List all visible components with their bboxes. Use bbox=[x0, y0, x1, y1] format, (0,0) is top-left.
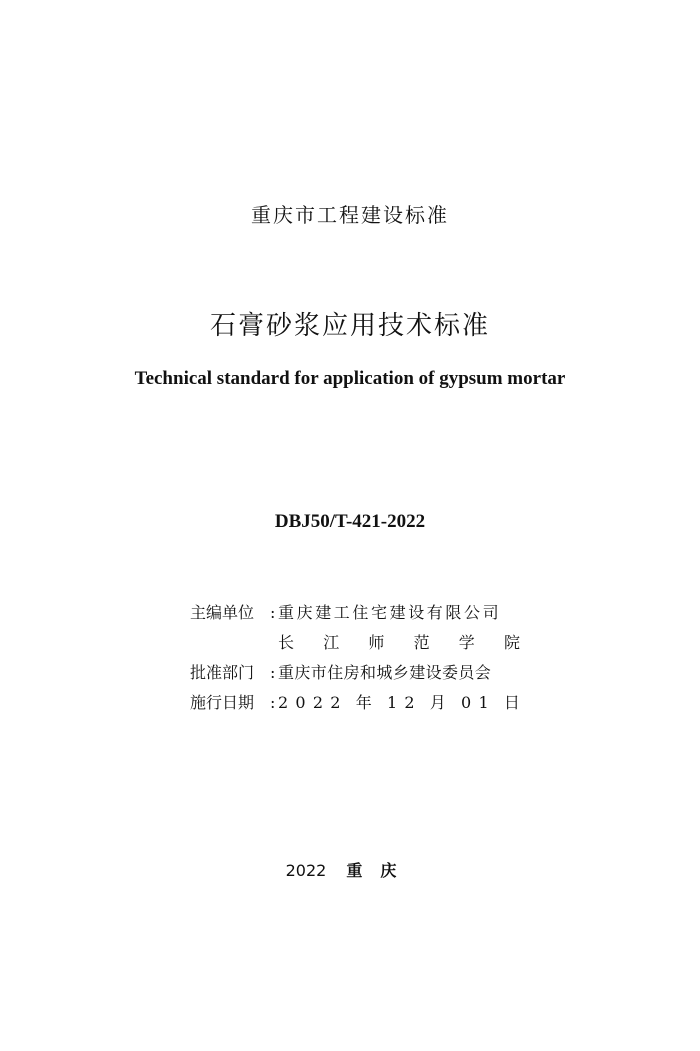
publication-year: 2022 bbox=[285, 861, 327, 880]
publication-footer bbox=[0, 858, 700, 881]
co-editor-row bbox=[190, 628, 520, 658]
date-digit: 1 bbox=[478, 693, 489, 712]
co-editor-value bbox=[278, 628, 520, 658]
date-digit: 1 bbox=[386, 693, 398, 712]
standard-code: DBJ50/T-421-2022 bbox=[274, 511, 426, 532]
approver-row bbox=[190, 658, 520, 688]
date-digit: 2 bbox=[330, 693, 341, 712]
publication-city: 重庆 bbox=[346, 861, 415, 880]
co-editor-char: 院 bbox=[503, 633, 520, 652]
date-digit: 0 bbox=[461, 693, 472, 712]
co-editor-char: 长 bbox=[278, 633, 295, 652]
chief-editor-value: 重庆建工住宅建设有限公司 bbox=[278, 603, 502, 622]
co-editor-char: 江 bbox=[323, 633, 340, 652]
colon: : bbox=[270, 663, 276, 682]
effective-date-value bbox=[278, 688, 520, 718]
date-unit-month: 月 bbox=[429, 693, 446, 712]
date-unit-year: 年 bbox=[355, 693, 372, 712]
date-digit: 2 bbox=[312, 693, 324, 712]
chief-editor-row bbox=[190, 598, 520, 628]
colon: : bbox=[270, 693, 276, 712]
approver-value-wrap bbox=[278, 658, 520, 688]
series-title: 重庆市工程建设标准 bbox=[251, 203, 449, 227]
date-digit: 2 bbox=[404, 693, 415, 712]
approver-value: 重庆市住房和城乡建设委员会 bbox=[278, 663, 492, 682]
date-unit-day: 日 bbox=[503, 693, 520, 712]
main-title: 石膏砂浆应用技术标准 bbox=[209, 311, 490, 341]
chief-editor-label: 主编单位 bbox=[190, 603, 255, 622]
co-editor-char: 师 bbox=[368, 633, 385, 652]
publication-info bbox=[190, 598, 520, 718]
date-digit: 0 bbox=[295, 693, 306, 712]
co-editor-char: 学 bbox=[458, 633, 475, 652]
english-title: Technical standard for application of gypsum mortar bbox=[134, 368, 566, 389]
date-digit: 2 bbox=[278, 693, 289, 712]
chief-editor-value-wrap bbox=[278, 598, 520, 628]
colon: : bbox=[270, 603, 276, 622]
approver-label: 批准部门 bbox=[190, 663, 255, 682]
effective-date-label: 施行日期 bbox=[190, 693, 255, 712]
effective-date-row bbox=[190, 688, 520, 718]
co-editor-char: 范 bbox=[413, 633, 430, 652]
